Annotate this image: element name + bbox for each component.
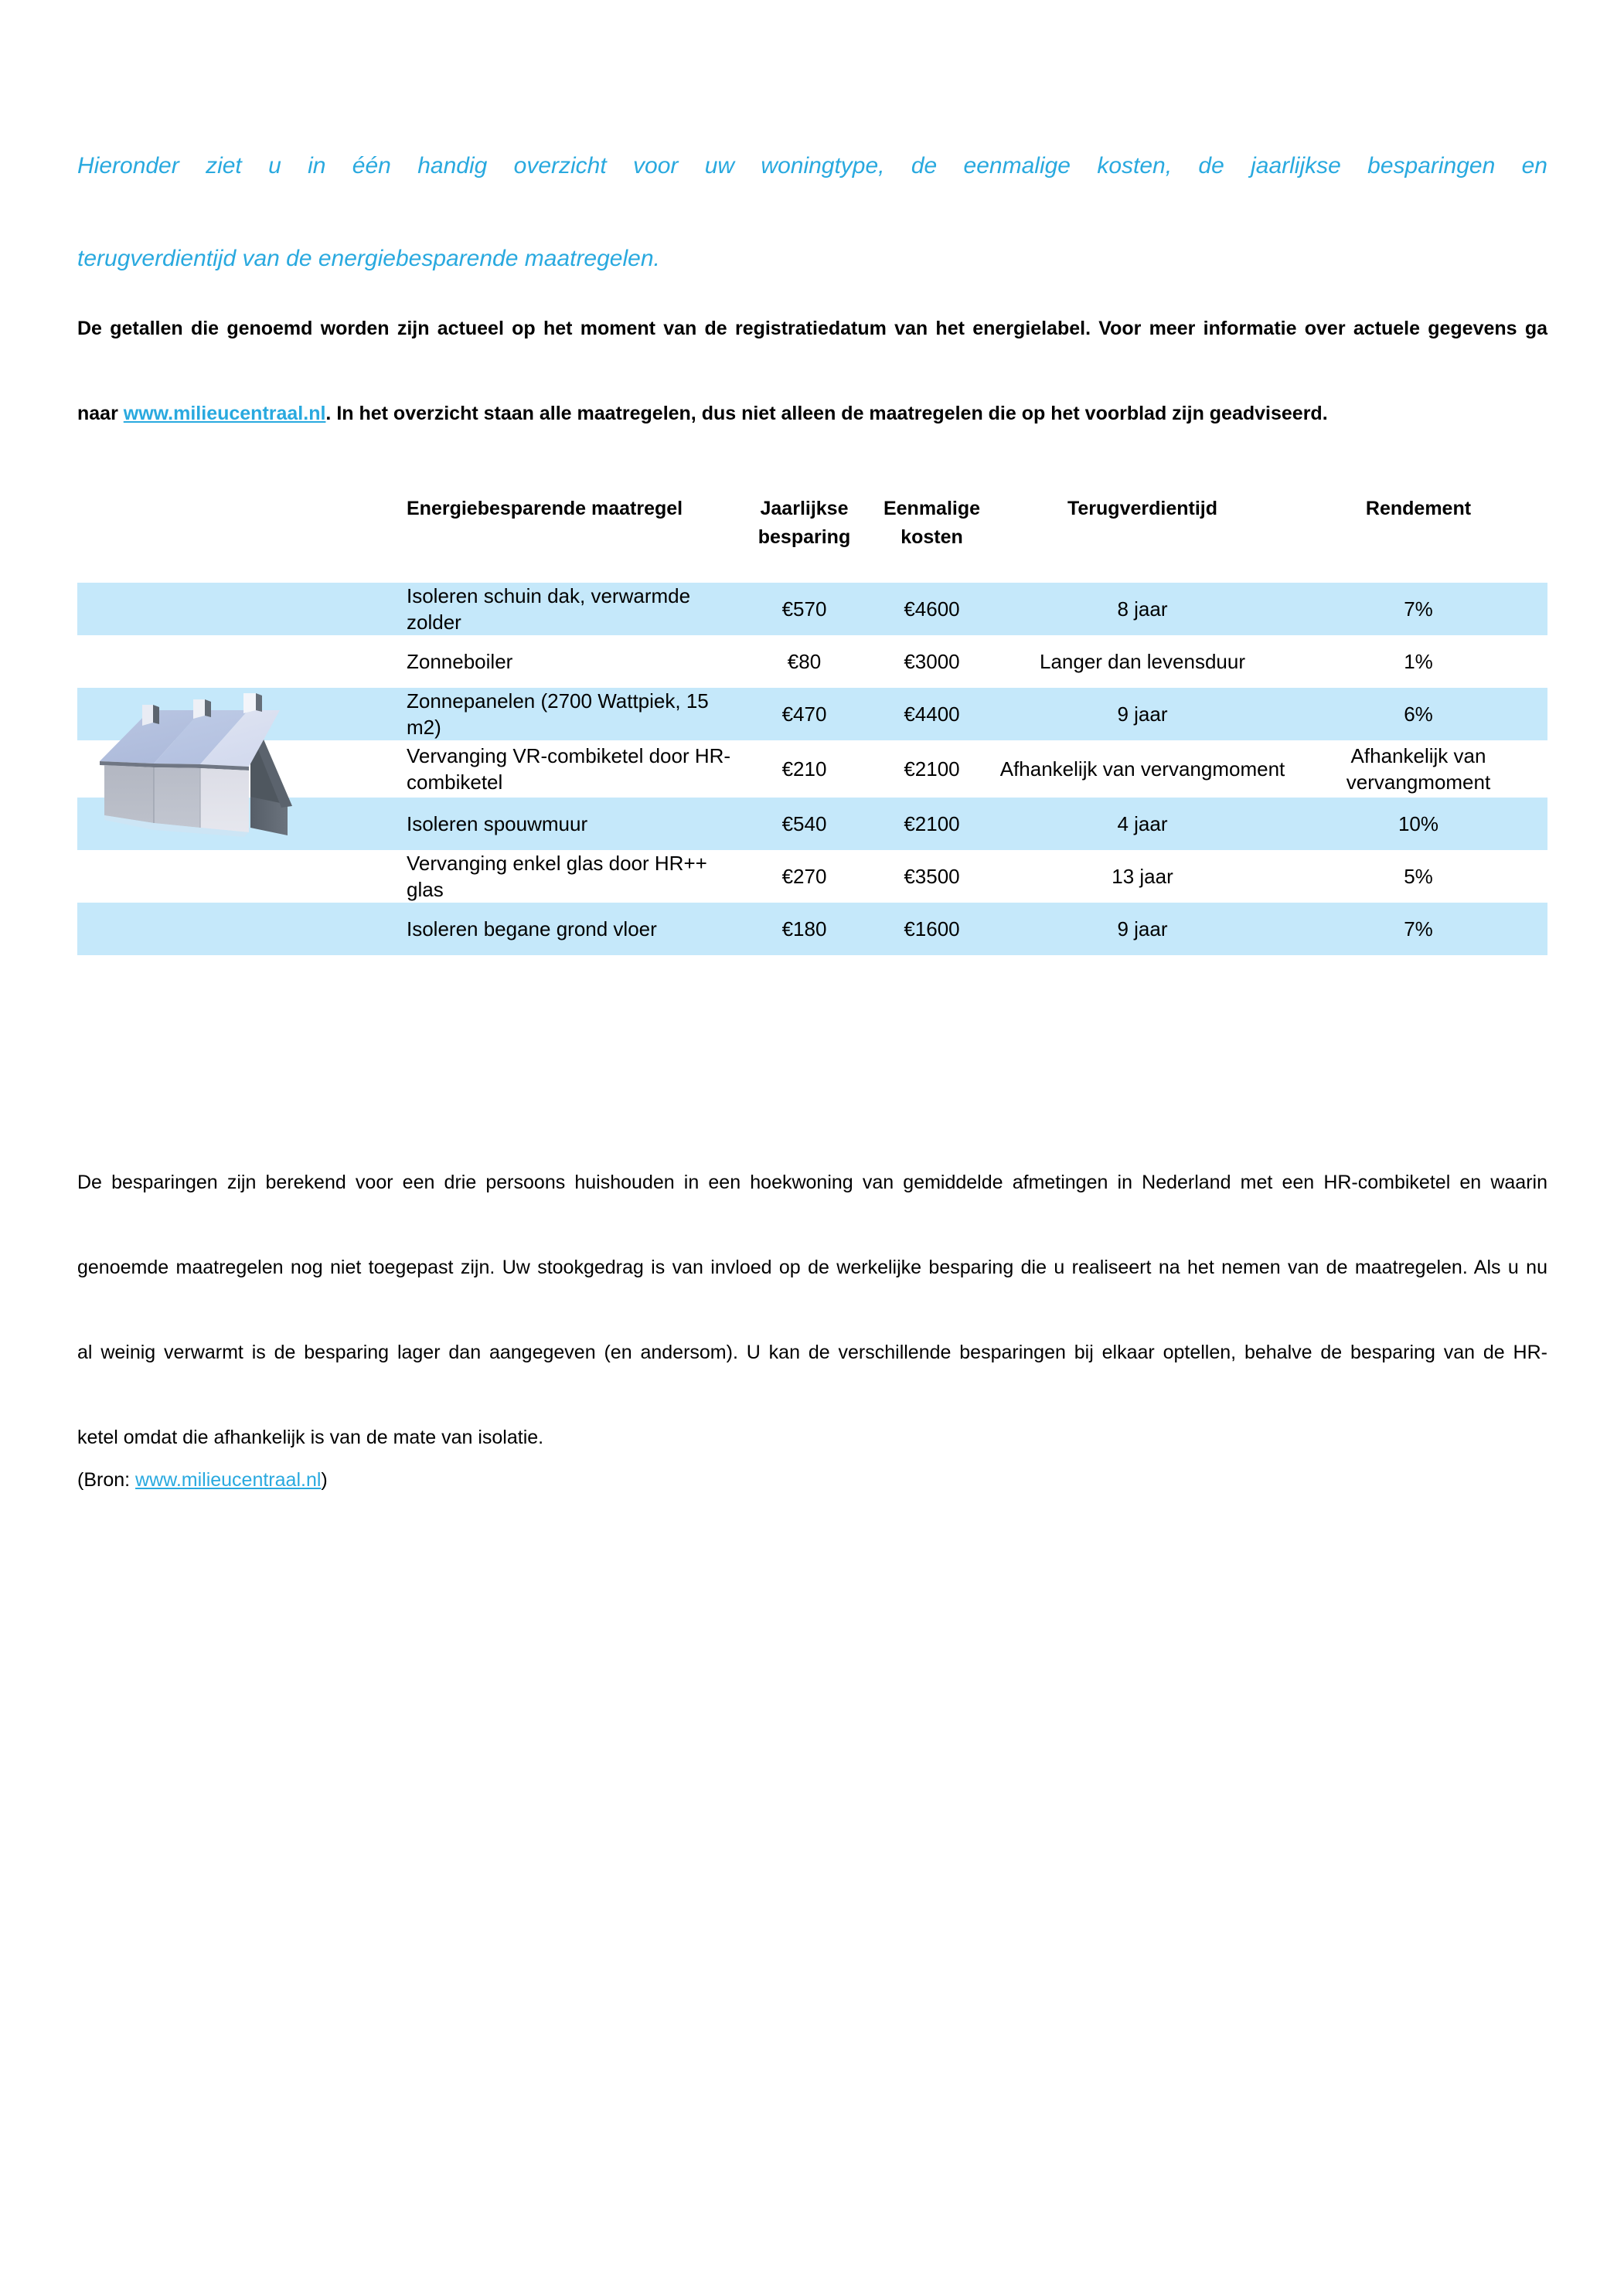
milieucentraal-link-bottom[interactable]: www.milieucentraal.nl (135, 1469, 322, 1491)
column-header-eenmalige-kosten-line2: kosten (901, 526, 963, 548)
table-body (77, 583, 1547, 955)
cell-rendement: Afhankelijk van vervangmoment (1289, 740, 1547, 798)
lead-paragraph (77, 308, 1547, 435)
table-row (77, 583, 1547, 635)
table-header-spacer (77, 563, 1547, 583)
spacer-cell (868, 563, 996, 583)
cell-maatregel: Vervanging VR-combiketel door HR-combiketel (397, 740, 741, 798)
lead-line2-suffix: . In het overzicht staan alle maatregelen, dus niet alleen de maatregelen die op het voorblad zijn geadviseerd. (325, 403, 1328, 424)
cell-terugverdientijd: 9 jaar (996, 688, 1289, 740)
cell-rendement: 10% (1289, 798, 1547, 850)
cell-maatregel: Isoleren spouwmuur (397, 798, 741, 850)
column-header-rendement: Rendement (1289, 495, 1547, 563)
column-header-jaarlijkse-besparing-line1: Jaarlijkse (760, 498, 849, 519)
cell-kosten: €2100 (868, 740, 996, 798)
row-illustration-cell (77, 798, 397, 850)
row-illustration-cell (77, 635, 397, 688)
cell-besparing: €180 (741, 903, 868, 955)
column-header-jaarlijkse-besparing-line2: besparing (758, 526, 851, 548)
row-illustration-cell (77, 740, 397, 798)
cell-maatregel: Vervanging enkel glas door HR++ glas (397, 850, 741, 903)
column-header-eenmalige-kosten-line1: Eenmalige (883, 498, 981, 519)
cell-kosten: €3500 (868, 850, 996, 903)
footer-line4: ketel omdat die afhankelijk is van de mate van isolatie. (77, 1427, 544, 1448)
cell-rendement: 1% (1289, 635, 1547, 688)
spacer-cell (77, 563, 397, 583)
footer-bron-suffix: ) (321, 1469, 328, 1491)
spacer-cell (1289, 563, 1547, 583)
column-header-eenmalige-kosten (868, 495, 996, 563)
cell-besparing: €270 (741, 850, 868, 903)
cell-terugverdientijd: Afhankelijk van vervangmoment (996, 740, 1289, 798)
row-illustration-cell (77, 850, 397, 903)
intro-heading-line1: Hieronder ziet u in één handig overzicht voor uw woningtype, de eenmalige kosten, de jaarlijkse besparingen en (77, 153, 1547, 179)
table-row (77, 903, 1547, 955)
cell-terugverdientijd: 8 jaar (996, 583, 1289, 635)
cell-kosten: €4600 (868, 583, 996, 635)
cell-terugverdientijd: 9 jaar (996, 903, 1289, 955)
intro-heading-line2: terugverdientijd van de energiebesparende maatregelen. (77, 246, 660, 271)
footer-bron (77, 1459, 1547, 1502)
cell-maatregel: Zonneboiler (397, 635, 741, 688)
cell-besparing: €470 (741, 688, 868, 740)
measures-table-container (77, 495, 1547, 955)
table-header-row (77, 495, 1547, 563)
intro-heading (77, 143, 1547, 282)
row-illustration-cell (77, 903, 397, 955)
energy-measures-table (77, 495, 1547, 955)
column-header-maatregel: Energiebesparende maatregel (397, 495, 741, 563)
column-header-terugverdientijd: Terugverdientijd (996, 495, 1289, 563)
cell-kosten: €1600 (868, 903, 996, 955)
cell-rendement: 7% (1289, 903, 1547, 955)
footer-line1: De besparingen zijn berekend voor een drie persoons huishouden in een hoekwoning van gemiddelde afmetingen in Nederland met een HR-combiketel en waarin (77, 1172, 1547, 1193)
footer-line2: genoemde maatregelen nog niet toegepast zijn. Uw stookgedrag is van invloed op de werkelijke besparing die u realiseert na het nemen van de maatregelen. Als u nu (77, 1257, 1547, 1278)
cell-terugverdientijd: 13 jaar (996, 850, 1289, 903)
cell-besparing: €210 (741, 740, 868, 798)
footer-bron-prefix: (Bron: (77, 1469, 136, 1491)
row-illustration-cell (77, 688, 397, 740)
milieucentraal-link-top[interactable]: www.milieucentraal.nl (123, 403, 326, 424)
cell-rendement: 6% (1289, 688, 1547, 740)
cell-rendement: 7% (1289, 583, 1547, 635)
lead-line1: De getallen die genoemd worden zijn actueel op het moment van de registratiedatum van het energielabel. Voor meer informatie over actuele gegevens ga (77, 318, 1547, 339)
column-header-jaarlijkse-besparing (741, 495, 868, 563)
cell-terugverdientijd: 4 jaar (996, 798, 1289, 850)
lead-line2 (77, 393, 1547, 435)
row-illustration-cell (77, 583, 397, 635)
table-row (77, 740, 1547, 798)
lead-line2-prefix: naar (77, 403, 124, 424)
cell-kosten: €3000 (868, 635, 996, 688)
spacer-cell (996, 563, 1289, 583)
table-header (77, 495, 1547, 583)
cell-maatregel: Isoleren begane grond vloer (397, 903, 741, 955)
cell-besparing: €540 (741, 798, 868, 850)
cell-kosten: €4400 (868, 688, 996, 740)
table-row (77, 635, 1547, 688)
spacer-cell (397, 563, 741, 583)
spacer-cell (741, 563, 868, 583)
cell-rendement: 5% (1289, 850, 1547, 903)
table-row (77, 688, 1547, 740)
cell-besparing: €570 (741, 583, 868, 635)
cell-kosten: €2100 (868, 798, 996, 850)
footer-line3: al weinig verwarmt is de besparing lager dan aangegeven (en andersom). U kan de verschillende besparingen bij elkaar optellen, behalve de besparing van de HR- (77, 1342, 1547, 1363)
column-header-illustration (77, 495, 397, 563)
footer-paragraph (77, 1162, 1547, 1502)
cell-besparing: €80 (741, 635, 868, 688)
cell-maatregel: Zonnepanelen (2700 Wattpiek, 15 m2) (397, 688, 741, 740)
table-row (77, 798, 1547, 850)
cell-maatregel: Isoleren schuin dak, verwarmde zolder (397, 583, 741, 635)
table-row (77, 850, 1547, 903)
cell-terugverdientijd: Langer dan levensduur (996, 635, 1289, 688)
